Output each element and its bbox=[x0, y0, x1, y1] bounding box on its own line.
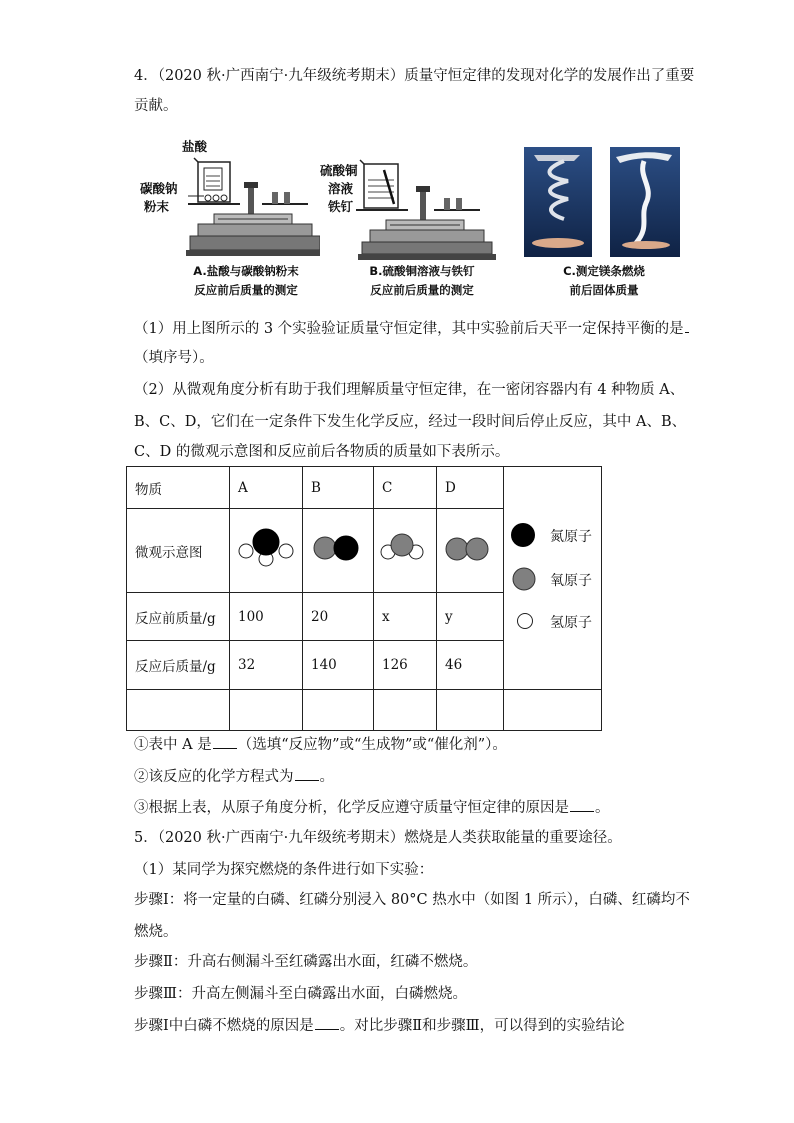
table-after-c: 126 bbox=[374, 641, 437, 690]
table-empty-cell bbox=[127, 690, 230, 731]
q5-last-continuation: 。对比步骤Ⅱ和步骤Ⅲ，可以得到的实验结论 bbox=[339, 1018, 625, 1034]
caption-b-line1: B.硫酸铜溶液与铁钉 bbox=[369, 264, 475, 278]
label-hydrochloric-acid: 盐酸 bbox=[182, 139, 208, 154]
q4-sub1-text: （1）用上图所示的 3 个实验验证质量守恒定律，其中实验前后天平一定保持平衡的是 bbox=[134, 321, 684, 337]
label-copper-sulfate-1: 硫酸铜 bbox=[320, 163, 358, 178]
caption-a-line1: A.盐酸与碳酸钠粉末 bbox=[193, 264, 299, 278]
table-empty-cell bbox=[303, 690, 374, 731]
q4-question-a-options: （选填“反应物”或“生成物”或“催化剂”）。 bbox=[237, 737, 507, 753]
q4-question-a-text: ①表中 A 是 bbox=[134, 737, 212, 753]
q4-sub1-line2: （填序号）。 bbox=[134, 350, 214, 366]
legend-nitrogen-label: 氮原子 bbox=[550, 529, 592, 545]
label-sodium-carbonate-1: 碳酸钠 bbox=[140, 181, 178, 196]
answer-blank-q5-1[interactable] bbox=[315, 1015, 339, 1030]
table-before-b: 20 bbox=[303, 593, 374, 641]
q4-sub2-line3: C、D 的微观示意图和反应前后各物质的质量如下表所示。 bbox=[134, 444, 510, 460]
answer-blank-q4-a[interactable] bbox=[213, 734, 237, 749]
table-empty-cell bbox=[504, 690, 602, 731]
answer-blank-q4-b[interactable] bbox=[295, 766, 319, 781]
q4-intro-line2: 贡献。 bbox=[134, 98, 178, 114]
answer-blank-q4-c[interactable] bbox=[570, 797, 594, 812]
q5-sub1: （1）某同学为探究燃烧的条件进行如下实验： bbox=[134, 862, 434, 878]
q4-question-c-text: ③根据上表，从原子角度分析，化学反应遵守质量守恒定律的原因是 bbox=[134, 800, 569, 816]
table-after-a: 32 bbox=[230, 641, 303, 690]
q5-step1-line2: 燃烧。 bbox=[134, 924, 178, 940]
legend-hydrogen-atom-icon bbox=[516, 612, 534, 630]
label-sodium-carbonate-2: 粉末 bbox=[144, 199, 170, 214]
table-after-b: 140 bbox=[303, 641, 374, 690]
molecule-d bbox=[437, 509, 504, 593]
table-empty-cell bbox=[437, 690, 504, 731]
table-header-c: C bbox=[374, 467, 437, 509]
table-header-b: B bbox=[303, 467, 374, 509]
photo-magnesium-after bbox=[610, 147, 680, 257]
answer-blank-q4-1[interactable] bbox=[685, 318, 689, 333]
molecule-a bbox=[230, 509, 303, 593]
figure-b-balance bbox=[320, 158, 500, 263]
table-header-d: D bbox=[437, 467, 504, 509]
q4-question-c bbox=[134, 797, 610, 818]
table-empty-cell bbox=[230, 690, 303, 731]
q5-step2: 步骤Ⅱ：升高右侧漏斗至红磷露出水面，红磷不燃烧。 bbox=[134, 954, 478, 970]
caption-c-line1: C.测定镁条燃烧 bbox=[563, 264, 645, 278]
q5-step3: 步骤Ⅲ：升高左侧漏斗至白磷露出水面，白磷燃烧。 bbox=[134, 986, 467, 1002]
table-empty-cell bbox=[374, 690, 437, 731]
table-row-micro-label: 微观示意图 bbox=[127, 509, 230, 593]
q4-question-b-text: ②该反应的化学方程式为 bbox=[134, 769, 294, 785]
table-header-substance: 物质 bbox=[127, 467, 230, 509]
figure-a-balance bbox=[140, 138, 320, 263]
q4-question-b bbox=[134, 766, 334, 787]
q4-question-c-end: 。 bbox=[595, 800, 610, 816]
legend-hydrogen-label: 氢原子 bbox=[550, 615, 592, 631]
molecule-b bbox=[303, 509, 374, 593]
label-copper-sulfate-2: 溶液 bbox=[328, 181, 354, 196]
caption-b-line2: 反应前后质量的测定 bbox=[370, 283, 474, 297]
q5-intro: 5．（2020 秋·广西南宁·九年级统考期末）燃烧是人类获取能量的重要途径。 bbox=[134, 830, 622, 846]
photo-magnesium-before bbox=[524, 147, 592, 257]
table-before-c: x bbox=[374, 593, 437, 641]
q4-question-b-end: 。 bbox=[319, 769, 334, 785]
table-after-d: 46 bbox=[437, 641, 504, 690]
molecule-c bbox=[374, 509, 437, 593]
table-row-before-label: 反应前质量/g bbox=[127, 593, 230, 641]
q5-step1-line1: 步骤Ⅰ：将一定量的白磷、红磷分别浸入 80°C 热水中（如图 1 所示），白磷、红磷均不 bbox=[134, 892, 690, 908]
q4-intro-line1: 4．（2020 秋·广西南宁·九年级统考期末）质量守恒定律的发现对化学的发展作出了重要 bbox=[134, 68, 695, 84]
table-before-d: y bbox=[437, 593, 504, 641]
label-iron-nail: 铁钉 bbox=[328, 199, 354, 214]
table-row-after-label: 反应后质量/g bbox=[127, 641, 230, 690]
table-before-a: 100 bbox=[230, 593, 303, 641]
q4-sub1-line1 bbox=[134, 318, 690, 339]
table-header-a: A bbox=[230, 467, 303, 509]
caption-a-line2: 反应前后质量的测定 bbox=[194, 283, 298, 297]
legend-oxygen-label: 氧原子 bbox=[550, 573, 592, 589]
q5-last-line bbox=[134, 1015, 625, 1036]
q4-sub2-line2: B、C、D，它们在一定条件下发生化学反应，经过一段时间后停止反应，其中 A、B、 bbox=[134, 414, 687, 430]
caption-c-line2: 前后固体质量 bbox=[569, 283, 639, 297]
legend-oxygen-atom-icon bbox=[512, 567, 536, 591]
q4-question-a bbox=[134, 734, 507, 755]
mass-table bbox=[126, 466, 602, 731]
q4-sub2-line1: （2）从微观角度分析有助于我们理解质量守恒定律，在一密闭容器内有 4 种物质 A、 bbox=[134, 382, 685, 398]
q5-last-text: 步骤Ⅰ中白磷不燃烧的原因是 bbox=[134, 1018, 314, 1034]
legend-nitrogen-atom-icon bbox=[510, 522, 536, 548]
